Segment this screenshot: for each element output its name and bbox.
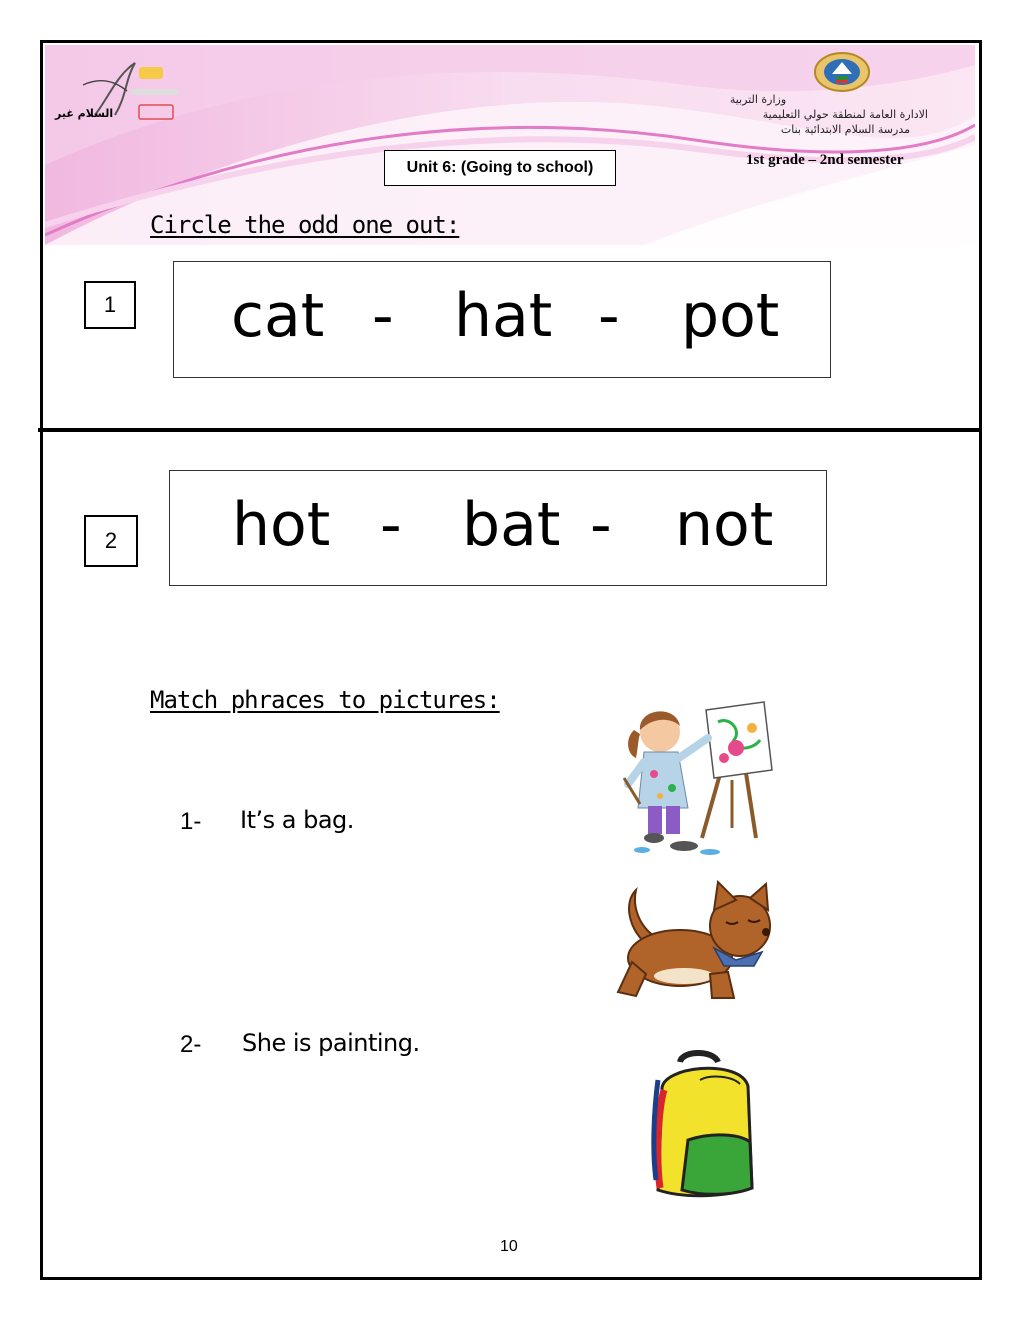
- phrase-number: 1-: [180, 808, 202, 835]
- word-separator: -: [598, 281, 620, 351]
- unit-label: Unit 6: (Going to school): [384, 150, 616, 186]
- arabic-line: الادارة العامة لمنطقة حولي التعليمية: [762, 108, 928, 121]
- word-option[interactable]: bat: [462, 490, 561, 560]
- word-option[interactable]: not: [675, 490, 774, 560]
- word-separator: -: [380, 490, 402, 560]
- word-option[interactable]: hot: [232, 490, 331, 560]
- word-option[interactable]: pot: [681, 281, 780, 351]
- phrase-text[interactable]: It’s a bag.: [240, 806, 354, 834]
- walking-cat-picture[interactable]: [614, 882, 780, 1008]
- word-row-box: [173, 261, 831, 378]
- arabic-line: مدرسة السلام الابتدائية بنات: [780, 123, 910, 136]
- word-separator: -: [372, 281, 394, 351]
- girl-painting-picture[interactable]: [614, 700, 776, 860]
- item-number-box: 1: [84, 281, 136, 329]
- backpack-picture[interactable]: [652, 1050, 756, 1198]
- phrase-number: 2-: [180, 1031, 202, 1058]
- grade-label: 1st grade – 2nd semester: [746, 152, 904, 168]
- phrase-text[interactable]: She is painting.: [242, 1029, 420, 1057]
- word-option[interactable]: cat: [231, 281, 325, 351]
- logo-left-text: السلام غير: [55, 107, 114, 120]
- item-number-box: 2: [84, 515, 138, 567]
- word-option[interactable]: hat: [454, 281, 553, 351]
- page-number: 10: [500, 1238, 518, 1255]
- arabic-line: وزارة التربية: [729, 93, 787, 106]
- word-row-box: [169, 470, 827, 586]
- odd-one-out-heading: Circle the odd one out:: [150, 211, 460, 239]
- word-separator: -: [590, 490, 612, 560]
- match-heading: Match phraces to pictures:: [150, 686, 500, 714]
